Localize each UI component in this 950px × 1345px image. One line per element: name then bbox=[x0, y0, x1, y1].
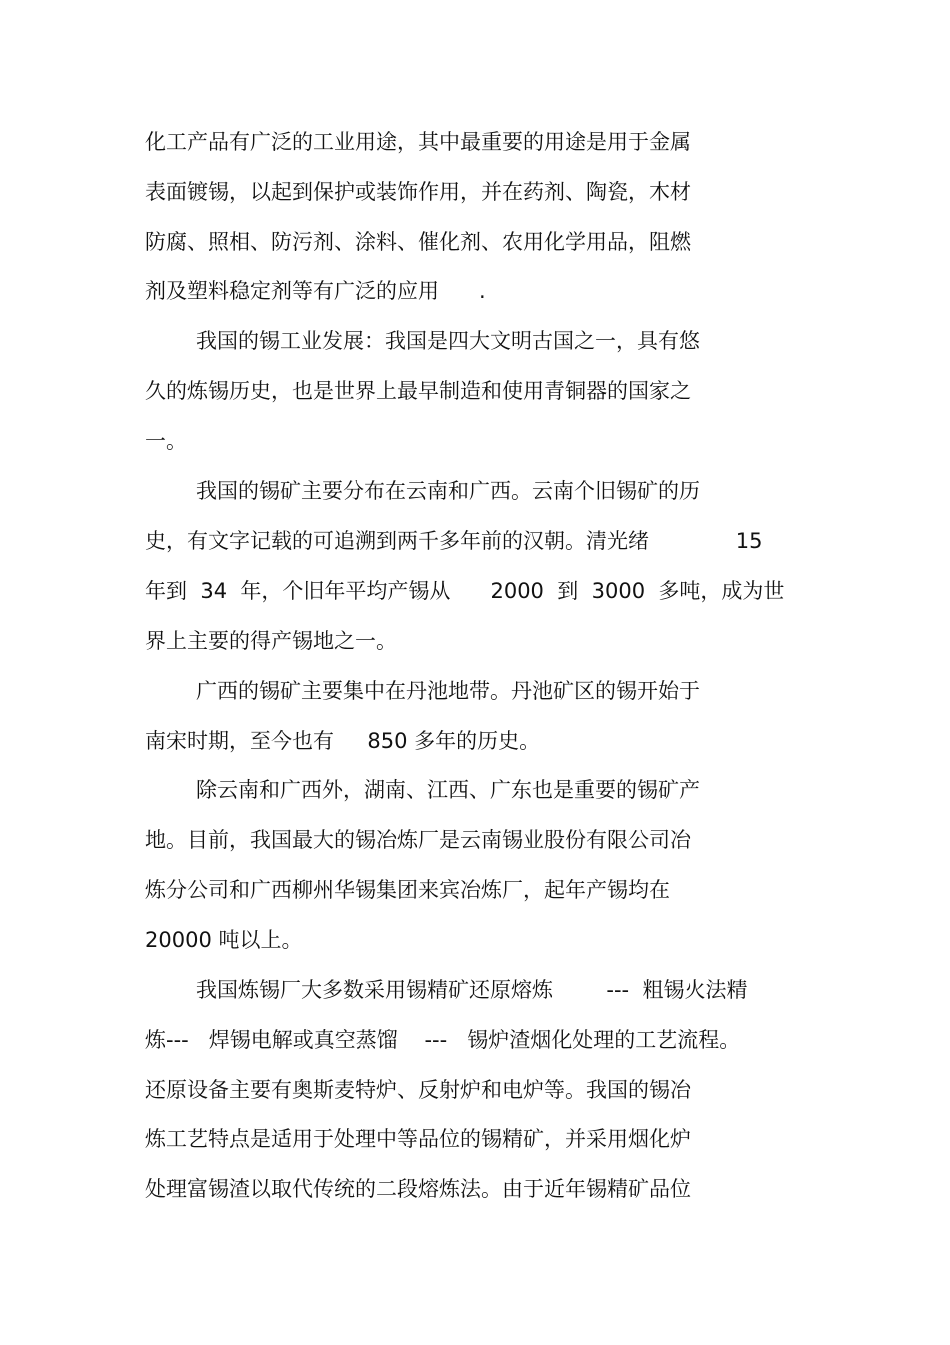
text-line: 表面镀锡，以起到保护或装饰作用，并在药剂、陶瓷，木材 bbox=[145, 180, 691, 204]
text-line: 炼工艺特点是适用于处理中等品位的锡精矿，并采用烟化炉 bbox=[145, 1127, 691, 1151]
text-line: 史，有文字记载的可追溯到两千多年前的汉朝。清光绪 15 bbox=[145, 529, 763, 553]
text-line: 年到 34 年，个旧年平均产锡从 2000 到 3000 多吨，成为世 bbox=[145, 579, 785, 603]
text-line: 一。 bbox=[145, 429, 187, 453]
text-line: 处理富锡渣以取代传统的二段熔炼法。由于近年锡精矿品位 bbox=[145, 1177, 691, 1201]
text-line: 久的炼锡历史，也是世界上最早制造和使用青铜器的国家之 bbox=[145, 379, 691, 403]
text-line: 还原设备主要有奥斯麦特炉、反射炉和电炉等。我国的锡冶 bbox=[145, 1078, 691, 1102]
paragraph-first-line: 我国的锡工业发展：我国是四大文明古国之一，具有悠 bbox=[196, 329, 700, 353]
text-line: 界上主要的得产锡地之一。 bbox=[145, 629, 397, 653]
paragraph-first-line: 我国炼锡厂大多数采用锡精矿还原熔炼 --- 粗锡火法精 bbox=[196, 978, 748, 1002]
paragraph-first-line: 除云南和广西外，湖南、江西、广东也是重要的锡矿产 bbox=[196, 778, 700, 802]
text-line: 炼分公司和广西柳州华锡集团来宾冶炼厂，起年产锡均在 bbox=[145, 878, 670, 902]
paragraph-first-line: 广西的锡矿主要集中在丹池地带。丹池矿区的锡开始于 bbox=[196, 679, 700, 703]
text-line: 20000 吨以上。 bbox=[145, 928, 303, 952]
text-line: 炼--- 焊锡电解或真空蒸馏 --- 锡炉渣烟化处理的工艺流程。 bbox=[145, 1028, 741, 1052]
text-line: 南宋时期，至今也有 850 多年的历史。 bbox=[145, 729, 541, 753]
text-line: 剂及塑料稳定剂等有广泛的应用 . bbox=[145, 279, 486, 303]
text-line: 防腐、照相、防污剂、涂料、催化剂、农用化学用品，阻燃 bbox=[145, 230, 691, 254]
paragraph-first-line: 我国的锡矿主要分布在云南和广西。云南个旧锡矿的历 bbox=[196, 479, 700, 503]
text-line: 化工产品有广泛的工业用途，其中最重要的用途是用于金属 bbox=[145, 130, 691, 154]
text-line: 地。目前，我国最大的锡冶炼厂是云南锡业股份有限公司冶 bbox=[145, 828, 691, 852]
